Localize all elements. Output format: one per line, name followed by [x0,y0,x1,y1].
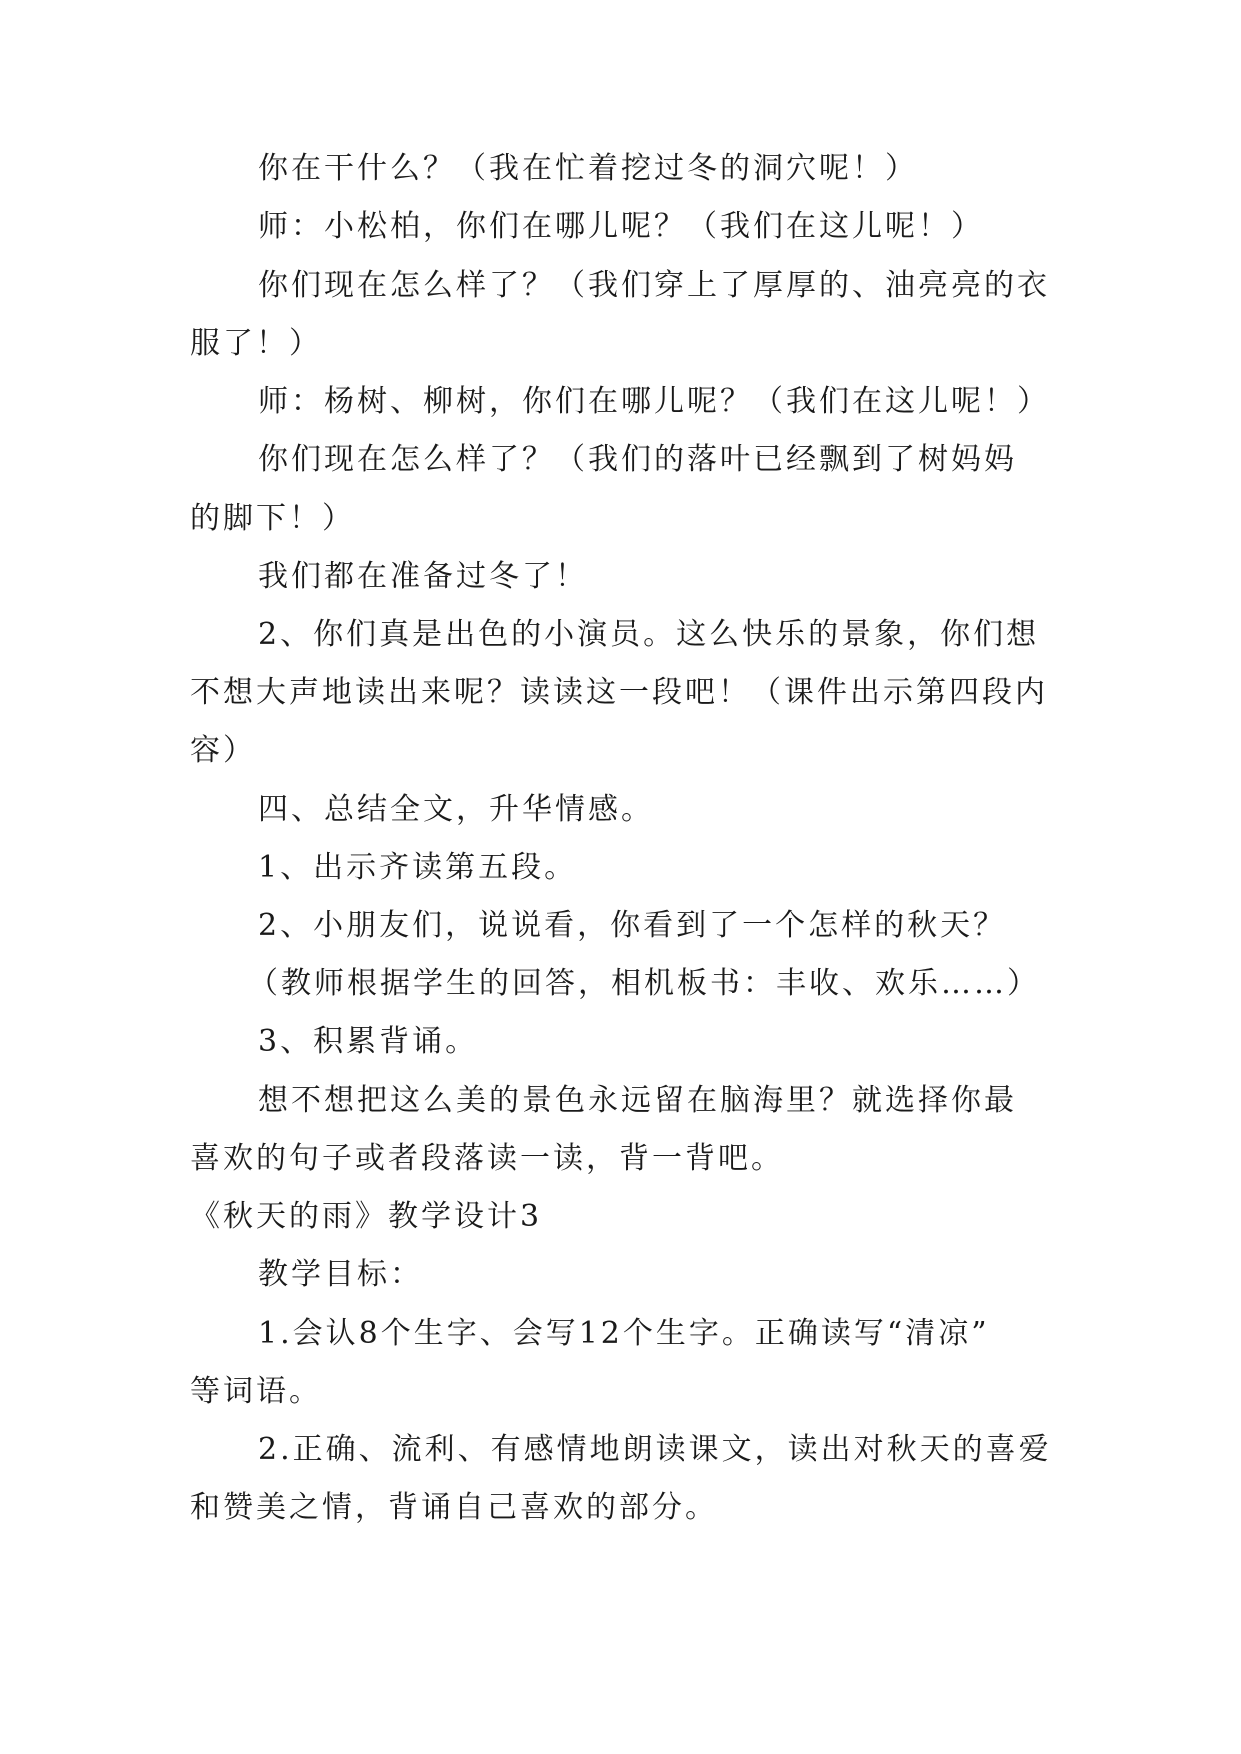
text-line: （教师根据学生的回答，相机板书：丰收、欢乐……） [248,966,1040,1001]
text-line: 想不想把这么美的景色永远留在脑海里？就选择你最 [258,1083,1017,1118]
text-line: 你们现在怎么样了？（我们的落叶已经飘到了树妈妈 [258,442,1017,477]
text-line: 2.正确、流利、有感情地朗读课文，读出对秋天的喜爱 [258,1432,1052,1467]
section-title: 《秋天的雨》教学设计3 [190,1199,543,1234]
text-line: 2、你们真是出色的小演员。这么快乐的景象，你们想 [258,617,1040,652]
text-line: 四、总结全文，升华情感。 [258,792,654,827]
text-line: 我们都在准备过冬了！ [258,559,588,594]
text-line: 的脚下！） [190,501,355,536]
text-line: 喜欢的句子或者段落读一读，背一背吧。 [190,1141,784,1176]
text-line: 教学目标： [258,1257,423,1292]
text-line: 1、出示齐读第五段。 [258,850,578,885]
text-line: 和赞美之情，背诵自己喜欢的部分。 [190,1490,718,1525]
text-line: 3、积累背诵。 [258,1024,479,1059]
text-line: 等词语。 [190,1374,322,1409]
text-line: 2、小朋友们，说说看，你看到了一个怎样的秋天？ [258,908,1007,943]
text-line: 不想大声地读出来呢？读读这一段吧！（课件出示第四段内 [190,675,1048,710]
text-line: 容） [190,733,256,768]
text-line: 你们现在怎么样了？（我们穿上了厚厚的、油亮亮的衣 [258,268,1050,303]
text-line: 师：小松柏，你们在哪儿呢？（我们在这儿呢！） [258,209,984,244]
text-line: 师：杨树、柳树，你们在哪儿呢？（我们在这儿呢！） [258,384,1050,419]
text-line: 你在干什么？（我在忙着挖过冬的洞穴呢！） [258,151,918,186]
text-line: 1.会认8个生字、会写12个生字。正确读写“清凉” [258,1316,990,1351]
text-line: 服了！） [190,326,322,361]
